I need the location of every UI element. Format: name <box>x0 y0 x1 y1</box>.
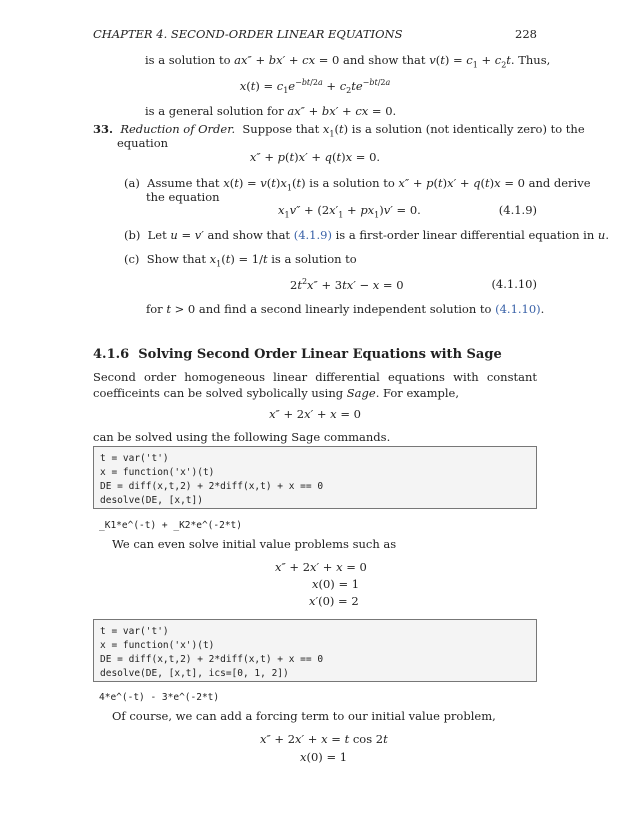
part-b: (b) Let u = v′ and show that (4.1.9) is a first-order linear differential equation in u. <box>124 228 609 242</box>
text: Let <box>147 228 167 242</box>
text: the equation <box>146 190 220 204</box>
ivp1-line-3: x′(0) = 2 <box>309 594 359 608</box>
text: and derive <box>528 176 591 190</box>
code-output-1: _K1*e^(-t) + _K2*e^(-2*t) <box>99 520 242 531</box>
text: Suppose that <box>242 122 320 136</box>
equation-example: x″ + 2x′ + x = 0 <box>269 407 361 421</box>
code-line: x = function('x')(t) <box>100 467 215 478</box>
text: and find a second linearly independent solution to <box>198 302 492 316</box>
text: . Thus, <box>510 53 551 67</box>
part-c: (c) Show that $x_1(t) = 1/t$ is a solution to <box>124 252 357 269</box>
text: Assume that <box>147 176 220 190</box>
equation-number-4-1-10: (4.1.10) <box>491 277 537 291</box>
section-paragraph-1 <box>93 369 537 401</box>
text: is a general solution for <box>145 104 284 118</box>
paragraph-forcing: Of course, we can add a forcing term to our initial value problem, <box>112 709 496 723</box>
exercise-number: 33. <box>93 122 114 136</box>
ivp1-line-1: x″ + 2x′ + x = 0 <box>275 560 367 574</box>
section-heading <box>93 347 502 362</box>
code-line: x = function('x')(t) <box>100 640 215 651</box>
text: is a solution to <box>271 252 357 266</box>
code-line: DE = diff(x,t,2) + 2*diff(x,t) + x == 0 <box>100 654 324 665</box>
section-paragraph-2: can be solved using the following Sage commands. <box>93 430 391 444</box>
text: is a solution (not identically zero) to the <box>351 122 585 136</box>
exercise-33-line2 <box>117 136 168 150</box>
chapter-title: CHAPTER 4. SECOND-ORDER LINEAR EQUATIONS <box>93 27 403 41</box>
exercise-title: Reduction of Order. <box>120 122 236 136</box>
equation-4-1-9: $x_1v'' + (2x'_1 + px_1)v' = 0$. <box>278 203 421 220</box>
page-header <box>93 27 537 43</box>
code-block-2[interactable] <box>93 619 537 682</box>
part-label: (b) <box>124 228 141 242</box>
equation-exercise-main: x″ + p(t)x′ + q(t)x = 0. <box>249 150 381 164</box>
part-c-line3: for t > 0 and find a second linearly independent solution to (4.1.10). <box>146 302 545 316</box>
part-label: (c) <box>124 252 140 266</box>
code-line: t = var('t') <box>100 453 169 464</box>
text: Sage <box>346 386 376 400</box>
part-label: (a) <box>124 176 140 190</box>
code-line: desolve(DE, [x,t]) <box>100 495 203 506</box>
code-line: desolve(DE, [x,t], ics=[0, 1, 2]) <box>100 668 289 679</box>
text: is a solution to <box>145 53 231 67</box>
text: is a first-order linear differential equation in <box>335 228 595 242</box>
paragraph-ivp-intro: We can even solve initial value problems such as <box>112 537 397 551</box>
equation-general-solution: $x(t) = c_1e^{-bt/2a} + c_2te^{-bt/2a}$ <box>239 78 391 96</box>
code-block-1[interactable] <box>93 446 537 509</box>
text: for <box>146 302 163 316</box>
text: Second order homogeneous linear differential equations with constant coefficeints can be solved sybolically using <box>93 370 537 400</box>
text: equation <box>117 136 169 150</box>
text: Show that <box>146 252 206 266</box>
section-number: 4.1.6 <box>93 347 130 362</box>
text: . For example, <box>375 386 459 400</box>
code-output-2: 4*e^(-t) - 3*e^(-2*t) <box>99 692 220 703</box>
ivp2-line-2: x(0) = 1 <box>300 750 348 764</box>
equation-reference-link[interactable]: (4.1.9) <box>293 228 332 242</box>
text: is a solution to <box>309 176 395 190</box>
part-a: (a) Assume that $x(t) = v(t)x_1(t)$ is a solution to x″ + p(t)x′ + q(t)x = 0 and derive <box>124 176 591 193</box>
ivp1-line-2: x(0) = 1 <box>312 577 360 591</box>
equation-number-4-1-9: (4.1.9) <box>498 203 537 217</box>
equation-reference-link[interactable]: (4.1.10) <box>495 302 541 316</box>
top-line-2: is a general solution for ax″ + bx′ + cx = 0. <box>145 104 397 118</box>
text: and show that <box>207 228 291 242</box>
top-line-1: is a solution to ax″ + bx′ + cx = 0 and show that $v(t) = c_1 + c_2t$. Thus, <box>145 53 551 70</box>
section-title: Solving Second Order Linear Equations with Sage <box>138 347 502 362</box>
equation-4-1-10: $2t^2x'' + 3tx' - x = 0$ <box>290 277 404 292</box>
page-number: 228 <box>515 27 537 41</box>
exercise-33: 33. Reduction of Order. Suppose that $x_1(t)$ is a solution (not identically zero) to the <box>93 122 585 139</box>
code-line: DE = diff(x,t,2) + 2*diff(x,t) + x == 0 <box>100 481 324 492</box>
ivp2-line-1: x″ + 2x′ + x = t cos 2t <box>260 732 388 746</box>
part-a-line2 <box>146 190 220 204</box>
code-line: t = var('t') <box>100 626 169 637</box>
text: and show that <box>343 53 426 67</box>
